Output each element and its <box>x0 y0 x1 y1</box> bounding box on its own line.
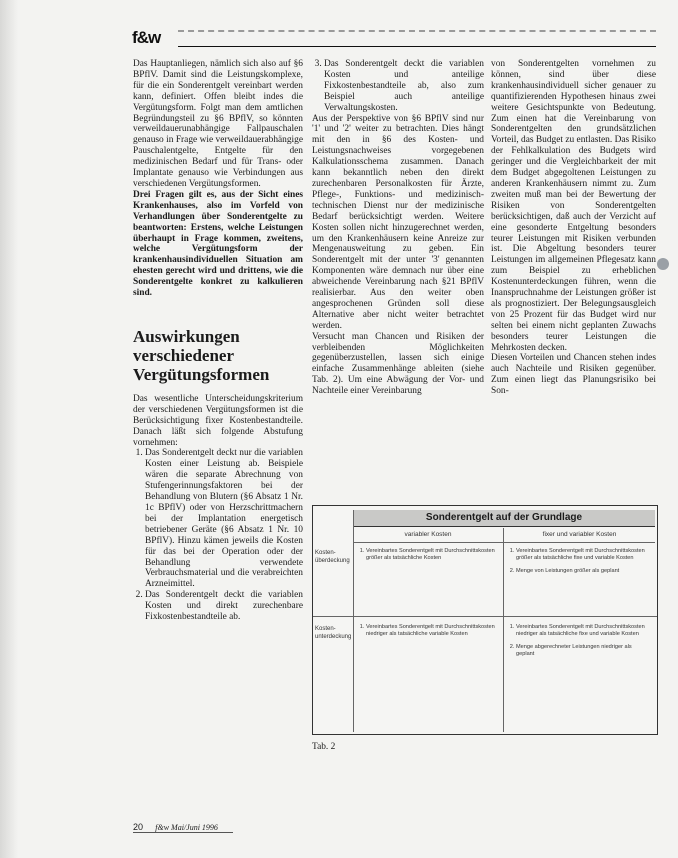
section-heading: Auswirkungen verschiedener Vergütungsformen <box>133 326 270 384</box>
table-caption: Tab. 2 <box>312 742 336 752</box>
column-2 <box>312 59 484 397</box>
page-footer <box>133 822 218 832</box>
header-dashed-rule <box>178 30 656 32</box>
cell-item: 1. Vereinbartes Sonderentgelt mit Durchschnittskosten größer als tatsächliche Kosten <box>366 548 497 562</box>
paragraph: Das Hauptanliegen, nämlich sich also auf §6 BPflV. Damit sind die Leistungskomplexe, für die ein Sonderentgelt vereinbart werden kann, definiert. Offen bleibt indes die Vergütungsform. Folgt man dem amtlichen Begründungsteil zu §6 BPflV, so könnten verweildauerunabhängige Fallpauschalen genauso in Frage wie verweildauerabhängige Pauschalentgelte, Entgelte für den medizinischen Bedarf und für Trans- oder Implantate genauso wie Verbindungen aus verschiedenen Vergütungsformen. <box>133 59 303 189</box>
list-item: 1. Das Sonderentgelt deckt nur die variablen Kosten einer Leistung ab. Beispiele wären die separate Abrechnung von Stufengerinnungsfaktoren bei der Behandlung von Blutern (§6 Absatz 1 Nr. 1c BPflV) oder von Herzschrittmachern bei der Implantation energetisch betriebener Geräte (§6 Absatz 1 Nr. 10 BPflV). Hinzu kämen jeweils die Kosten für das bei der Operation oder der Behandlung verwendete Verbrauchsmaterial und die verabreichten Arzneimittel. <box>145 448 303 590</box>
magazine-issue: f&w Mai/Juni 1996 <box>155 823 218 832</box>
table-divider <box>313 616 657 617</box>
cell-item: 2. Menge abgerechneter Leistungen niedriger als geplant <box>516 644 651 658</box>
table-cell <box>507 548 651 581</box>
table-divider <box>503 528 504 732</box>
numbered-list <box>312 59 484 114</box>
column-3 <box>491 59 656 397</box>
table-divider <box>353 510 354 732</box>
table-cell <box>357 624 497 644</box>
cell-item: 1. Vereinbartes Sonderentgelt mit Durchschnittskosten größer als tatsächliche fixe und variable Kosten <box>516 548 651 562</box>
paragraph-bold: Drei Fragen gilt es, aus der Sicht eines Krankenhauses, also im Vorfeld von Verhandlungen über Sonderentgelte zu beantworten: Erstens, welche Leistungen überhaupt in Frage kommen, zweitens, welche Vergütungsform der krankenhausindividuellen Situation am ehesten gerecht wird und drittens, wie die Sonderentgelte konkret zu kalkulieren sind. <box>133 189 303 299</box>
paragraph: Das wesentliche Unterscheidungskriterium der verschiedenen Vergütungsformen ist die Berücksichtigung fixer Kostenbestandteile. Danach läßt sich folgende Abstufung vornehmen: <box>133 393 303 448</box>
numbered-list <box>133 448 303 623</box>
header-rule <box>178 46 656 47</box>
column-1 <box>133 59 303 623</box>
paragraph: von Sonderentgelten vornehmen zu können, sind über diese krankenhausindividuell sicher genauer zu quantifizierenden Hypothesen hinaus zwei weitere Gesichtspunkte von Bedeutung. Zum einen hat die Vereinbarung von Sonderentgelten den grundsätzlichen Vorteil, das Budget zu entlasten. Das Risiko der Fehlkalkulation des Budgets wird geringer und die Vergleichbarkeit der mit dem Budget abgegoltenen Leistungen zu anderen Krankenhäusern nimmt zu. Zum zweiten muß man bei der Bewertung der Risiken von Sonderentgelten berücksichtigen, daß auch der Verzicht auf eine gesonderte Entgeltung besonders teurer Leistungen mit Risiken verbunden ist. Die Abgeltung besonders teurer Leistungen im allgemeinen Pflegesatz kann zum Beispiel zu erheblichen Kostenunterdeckungen führen, wenn die Inanspruchnahme der Leistungen größer ist als prognostiziert. Der Belegungsausgleich von 25 Prozent für das Budget wird nur selten bei einem nicht geplanten Zuwachs besonders teurer Leistungen die Mehrkosten decken. <box>491 59 656 353</box>
table-cell <box>507 624 651 664</box>
table-cell <box>357 548 497 568</box>
comparison-table <box>312 505 658 735</box>
cell-item: 1. Vereinbartes Sonderentgelt mit Durchschnittskosten niedriger als tatsächliche fixe und variable Kosten <box>516 624 651 638</box>
paragraph: Aus der Perspektive von §6 BPflV sind nur '1' und '2' weiter zu betrachten. Dies hängt mit den in §6 des Kosten- und Leistungsnachweises vorgegebenen Kalkulationsschema zusammen. Danach kann bekanntlich neben den direkt zurechenbaren Personalkosten für Ärzte, Pflege-, Funktions- und medizinisch-technischen Dienst nur der medizinische Bedarf berücksichtigt werden. Weitere Kosten sollen nicht hinzugerechnet werden, um den Krankenhäusern keine Anreize zur Mengenausweitung zu geben. Ein Sonderentgelt mit der unter '3' genannten Komponenten wäre demnach nur über eine abweichende Vereinbarung nach §21 BPflV realisierbar. Aus den weiter oben angesprochenen Gründen soll diese Alternative aber nicht weiter betrachtet werden. <box>312 113 484 331</box>
scan-shadow <box>0 0 18 858</box>
journal-logo: f&w <box>132 28 161 47</box>
footer-rule <box>133 832 233 833</box>
paragraph: Versucht man Chancen und Risiken der verbleibenden Möglichkeiten gegenüberzustellen, lassen sich einige einfache Zusammenhänge ableiten (siehe Tab. 2). Um eine Abwägung der Vor- und Nachteile einer Vereinbarung <box>312 331 484 397</box>
table-row-label: Kosten-unterdeckung <box>315 626 352 640</box>
table-row-label: Kosten-überdeckung <box>315 550 350 564</box>
list-item: 3. Das Sonderentgelt deckt die variablen Kosten und anteilige Fixkostenbestandteile ab, also zum Beispiel auch anteilige Verwaltungskosten. <box>324 59 484 114</box>
cell-item: 1. Vereinbartes Sonderentgelt mit Durchschnittskosten niedriger als tatsächliche variable Kosten <box>366 624 497 638</box>
scan-mark <box>657 258 669 270</box>
paragraph: Diesen Vorteilen und Chancen stehen indes auch Nachteile und Risiken gegenüber. Zum einen liegt das Planungsrisiko bei Son- <box>491 353 656 397</box>
list-item: 2. Das Sonderentgelt deckt die variablen Kosten und direkt zurechenbare Fixkostenbestandteile ab. <box>145 590 303 623</box>
table-title: Sonderentgelt auf der Grundlage <box>353 510 655 527</box>
page-number: 20 <box>133 822 144 832</box>
table-col-header: fixer und variabler Kosten <box>504 528 655 543</box>
table-col-header: variabler Kosten <box>353 528 503 543</box>
cell-item: 2. Menge von Leistungen größer als geplant <box>516 568 651 575</box>
